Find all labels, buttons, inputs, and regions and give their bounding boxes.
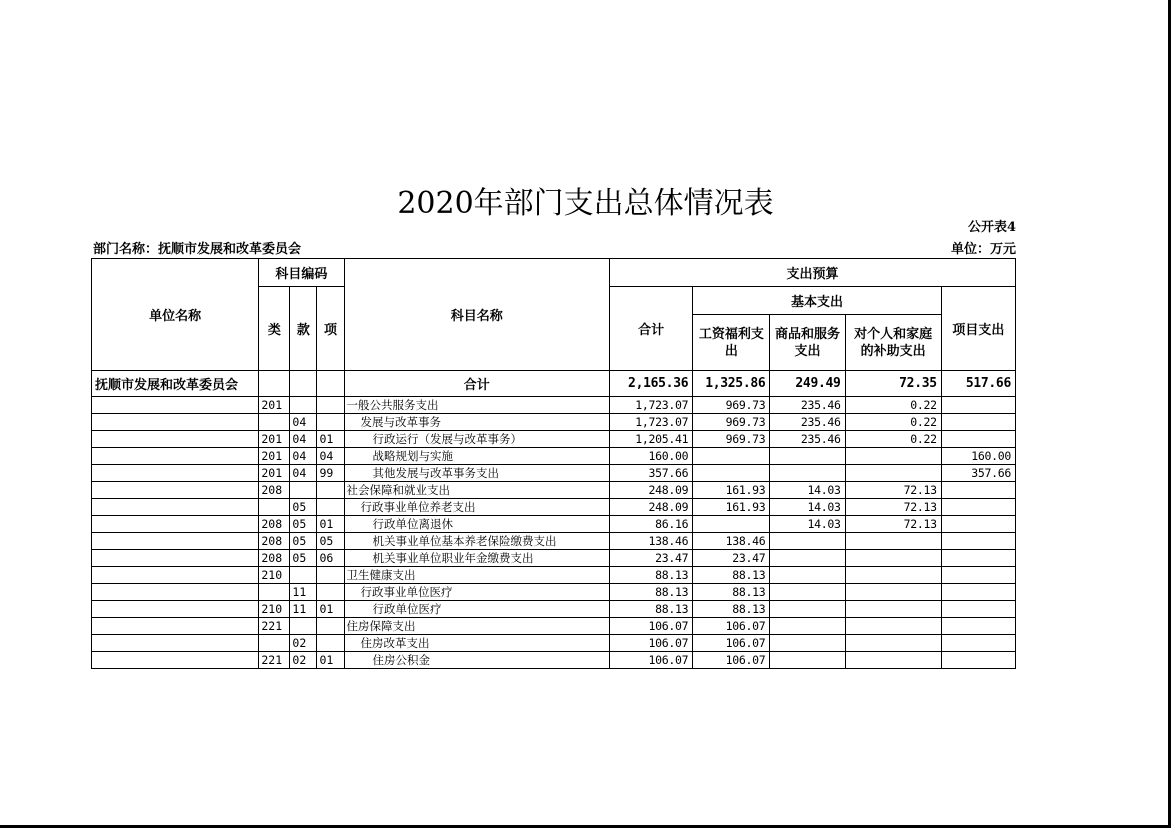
row-total: 248.09 — [610, 499, 693, 516]
total-sum: 2,165.36 — [610, 371, 693, 397]
header-salary: 工资福利支出 — [693, 315, 770, 371]
row-unit-cell — [92, 584, 259, 601]
row-unit-cell — [92, 533, 259, 550]
row-kuan: 05 — [290, 533, 317, 550]
row-total: 88.13 — [610, 567, 693, 584]
row-salary: 969.73 — [693, 431, 770, 448]
row-salary: 161.93 — [693, 482, 770, 499]
table-row — [92, 465, 1016, 482]
row-total: 138.46 — [610, 533, 693, 550]
expenditure-table — [91, 258, 1016, 669]
row-personal: 72.13 — [845, 482, 941, 499]
row-goods: 14.03 — [770, 516, 845, 533]
row-xiang — [317, 635, 344, 652]
row-total: 160.00 — [610, 448, 693, 465]
row-goods: 235.46 — [770, 431, 845, 448]
row-salary: 23.47 — [693, 550, 770, 567]
row-personal: 72.13 — [845, 516, 941, 533]
row-personal — [845, 618, 941, 635]
row-kuan: 02 — [290, 652, 317, 669]
row-lei: 208 — [259, 550, 290, 567]
total-unit: 抚顺市发展和改革委员会 — [92, 371, 259, 397]
row-lei: 221 — [259, 652, 290, 669]
row-project — [941, 618, 1015, 635]
header-xiang: 项 — [317, 287, 344, 371]
row-salary: 106.07 — [693, 618, 770, 635]
row-goods — [770, 448, 845, 465]
row-lei — [259, 414, 290, 431]
row-goods — [770, 584, 845, 601]
row-goods — [770, 550, 845, 567]
total-kuan — [290, 371, 317, 397]
row-xiang — [317, 482, 344, 499]
row-subject-name: 住房保障支出 — [344, 618, 610, 635]
table-row — [92, 516, 1016, 533]
total-project: 517.66 — [941, 371, 1015, 397]
row-subject-name: 行政单位离退休 — [344, 516, 610, 533]
row-xiang — [317, 618, 344, 635]
row-personal — [845, 584, 941, 601]
row-unit-cell — [92, 567, 259, 584]
row-personal — [845, 601, 941, 618]
row-xiang: 01 — [317, 601, 344, 618]
row-kuan: 11 — [290, 601, 317, 618]
header-budget: 支出预算 — [610, 259, 1016, 287]
row-total: 106.07 — [610, 652, 693, 669]
row-total: 88.13 — [610, 584, 693, 601]
row-kuan: 11 — [290, 584, 317, 601]
row-subject-name: 卫生健康支出 — [344, 567, 610, 584]
row-total: 248.09 — [610, 482, 693, 499]
table-row — [92, 397, 1016, 414]
row-project — [941, 516, 1015, 533]
row-xiang: 01 — [317, 431, 344, 448]
row-xiang: 01 — [317, 516, 344, 533]
row-personal: 0.22 — [845, 431, 941, 448]
table-row — [92, 550, 1016, 567]
table-row — [92, 533, 1016, 550]
row-project — [941, 482, 1015, 499]
table-row — [92, 618, 1016, 635]
row-personal — [845, 567, 941, 584]
header-lei: 类 — [259, 287, 290, 371]
header-total: 合计 — [610, 287, 693, 371]
total-salary: 1,325.86 — [693, 371, 770, 397]
row-subject-name: 机关事业单位职业年金缴费支出 — [344, 550, 610, 567]
row-total: 1,723.07 — [610, 414, 693, 431]
row-project — [941, 499, 1015, 516]
row-salary: 88.13 — [693, 584, 770, 601]
table-row — [92, 567, 1016, 584]
row-goods — [770, 465, 845, 482]
row-unit-cell — [92, 465, 259, 482]
row-salary — [693, 516, 770, 533]
row-personal — [845, 533, 941, 550]
row-lei: 201 — [259, 431, 290, 448]
row-lei: 208 — [259, 482, 290, 499]
row-kuan — [290, 397, 317, 414]
row-subject-name: 住房改革支出 — [344, 635, 610, 652]
row-project — [941, 533, 1015, 550]
row-unit-cell — [92, 499, 259, 516]
row-salary: 138.46 — [693, 533, 770, 550]
row-xiang: 05 — [317, 533, 344, 550]
row-project — [941, 601, 1015, 618]
total-row — [92, 371, 1016, 397]
row-xiang: 99 — [317, 465, 344, 482]
row-personal — [845, 652, 941, 669]
row-unit-cell — [92, 652, 259, 669]
row-xiang: 06 — [317, 550, 344, 567]
row-unit-cell — [92, 601, 259, 618]
row-kuan: 05 — [290, 550, 317, 567]
row-lei — [259, 635, 290, 652]
table-row — [92, 431, 1016, 448]
row-goods — [770, 618, 845, 635]
row-kuan: 05 — [290, 516, 317, 533]
row-lei: 201 — [259, 448, 290, 465]
header-unit-name: 单位名称 — [92, 259, 259, 371]
row-project — [941, 550, 1015, 567]
row-total: 1,205.41 — [610, 431, 693, 448]
row-kuan: 05 — [290, 499, 317, 516]
row-unit-cell — [92, 635, 259, 652]
row-project: 357.66 — [941, 465, 1015, 482]
header-goods: 商品和服务支出 — [770, 315, 845, 371]
total-lei — [259, 371, 290, 397]
row-total: 23.47 — [610, 550, 693, 567]
row-subject-name: 行政运行（发展与改革事务） — [344, 431, 610, 448]
row-subject-name: 行政单位医疗 — [344, 601, 610, 618]
row-salary — [693, 448, 770, 465]
row-unit-cell — [92, 431, 259, 448]
row-subject-name: 社会保障和就业支出 — [344, 482, 610, 499]
row-unit-cell — [92, 516, 259, 533]
total-personal: 72.35 — [845, 371, 941, 397]
row-xiang: 04 — [317, 448, 344, 465]
table-row — [92, 482, 1016, 499]
header-project: 项目支出 — [941, 287, 1015, 371]
row-goods: 14.03 — [770, 499, 845, 516]
row-lei: 208 — [259, 516, 290, 533]
row-goods — [770, 567, 845, 584]
row-goods: 235.46 — [770, 414, 845, 431]
row-xiang — [317, 397, 344, 414]
header-basic: 基本支出 — [693, 287, 942, 315]
row-salary: 161.93 — [693, 499, 770, 516]
row-personal — [845, 465, 941, 482]
row-lei: 208 — [259, 533, 290, 550]
row-project — [941, 414, 1015, 431]
total-label: 合计 — [344, 371, 610, 397]
total-goods: 249.49 — [770, 371, 845, 397]
row-kuan: 04 — [290, 448, 317, 465]
row-project — [941, 397, 1015, 414]
row-salary: 106.07 — [693, 652, 770, 669]
row-salary: 969.73 — [693, 414, 770, 431]
row-unit-cell — [92, 482, 259, 499]
row-personal — [845, 635, 941, 652]
table-row — [92, 414, 1016, 431]
row-lei: 221 — [259, 618, 290, 635]
row-project — [941, 584, 1015, 601]
row-total: 86.16 — [610, 516, 693, 533]
row-total: 357.66 — [610, 465, 693, 482]
row-project — [941, 635, 1015, 652]
row-kuan: 04 — [290, 465, 317, 482]
row-total: 1,723.07 — [610, 397, 693, 414]
row-salary: 969.73 — [693, 397, 770, 414]
row-personal: 0.22 — [845, 414, 941, 431]
total-xiang — [317, 371, 344, 397]
table-row — [92, 635, 1016, 652]
row-kuan: 02 — [290, 635, 317, 652]
table-row — [92, 652, 1016, 669]
row-subject-name: 机关事业单位基本养老保险缴费支出 — [344, 533, 610, 550]
row-unit-cell — [92, 618, 259, 635]
row-project: 160.00 — [941, 448, 1015, 465]
row-subject-name: 行政事业单位医疗 — [344, 584, 610, 601]
row-project — [941, 431, 1015, 448]
row-xiang — [317, 414, 344, 431]
header-kuan: 款 — [290, 287, 317, 371]
table-row — [92, 601, 1016, 618]
row-lei: 210 — [259, 567, 290, 584]
page-title: 2020年部门支出总体情况表 — [397, 186, 774, 221]
row-unit-cell — [92, 550, 259, 567]
row-lei: 201 — [259, 465, 290, 482]
row-lei — [259, 499, 290, 516]
row-salary: 88.13 — [693, 601, 770, 618]
form-number: 公开表4 — [967, 220, 1016, 235]
row-xiang: 01 — [317, 652, 344, 669]
row-salary — [693, 465, 770, 482]
row-unit-cell — [92, 448, 259, 465]
row-subject-name: 其他发展与改革事务支出 — [344, 465, 610, 482]
header-subject-code: 科目编码 — [259, 259, 344, 287]
table-row — [92, 499, 1016, 516]
header-subject-name: 科目名称 — [344, 259, 610, 371]
row-project — [941, 567, 1015, 584]
row-personal — [845, 448, 941, 465]
row-kuan — [290, 482, 317, 499]
table-row — [92, 584, 1016, 601]
row-personal: 72.13 — [845, 499, 941, 516]
table-row — [92, 448, 1016, 465]
row-xiang — [317, 584, 344, 601]
row-lei — [259, 584, 290, 601]
row-personal: 0.22 — [845, 397, 941, 414]
row-total: 106.07 — [610, 618, 693, 635]
row-subject-name: 发展与改革事务 — [344, 414, 610, 431]
department-label: 部门名称：抚顺市发展和改革委员会 — [93, 242, 302, 257]
row-lei: 210 — [259, 601, 290, 618]
row-goods — [770, 635, 845, 652]
row-total: 106.07 — [610, 635, 693, 652]
row-total: 88.13 — [610, 601, 693, 618]
header-personal: 对个人和家庭的补助支出 — [845, 315, 941, 371]
row-goods: 14.03 — [770, 482, 845, 499]
row-subject-name: 一般公共服务支出 — [344, 397, 610, 414]
row-lei: 201 — [259, 397, 290, 414]
row-kuan: 04 — [290, 414, 317, 431]
row-goods — [770, 533, 845, 550]
row-xiang — [317, 499, 344, 516]
row-subject-name: 战略规划与实施 — [344, 448, 610, 465]
unit-label: 单位：万元 — [950, 242, 1016, 257]
row-personal — [845, 550, 941, 567]
row-unit-cell — [92, 397, 259, 414]
row-subject-name: 行政事业单位养老支出 — [344, 499, 610, 516]
row-goods: 235.46 — [770, 397, 845, 414]
row-salary: 88.13 — [693, 567, 770, 584]
row-salary: 106.07 — [693, 635, 770, 652]
row-subject-name: 住房公积金 — [344, 652, 610, 669]
row-kuan: 04 — [290, 431, 317, 448]
row-goods — [770, 601, 845, 618]
row-kuan — [290, 567, 317, 584]
row-kuan — [290, 618, 317, 635]
row-goods — [770, 652, 845, 669]
row-xiang — [317, 567, 344, 584]
row-unit-cell — [92, 414, 259, 431]
row-project — [941, 652, 1015, 669]
